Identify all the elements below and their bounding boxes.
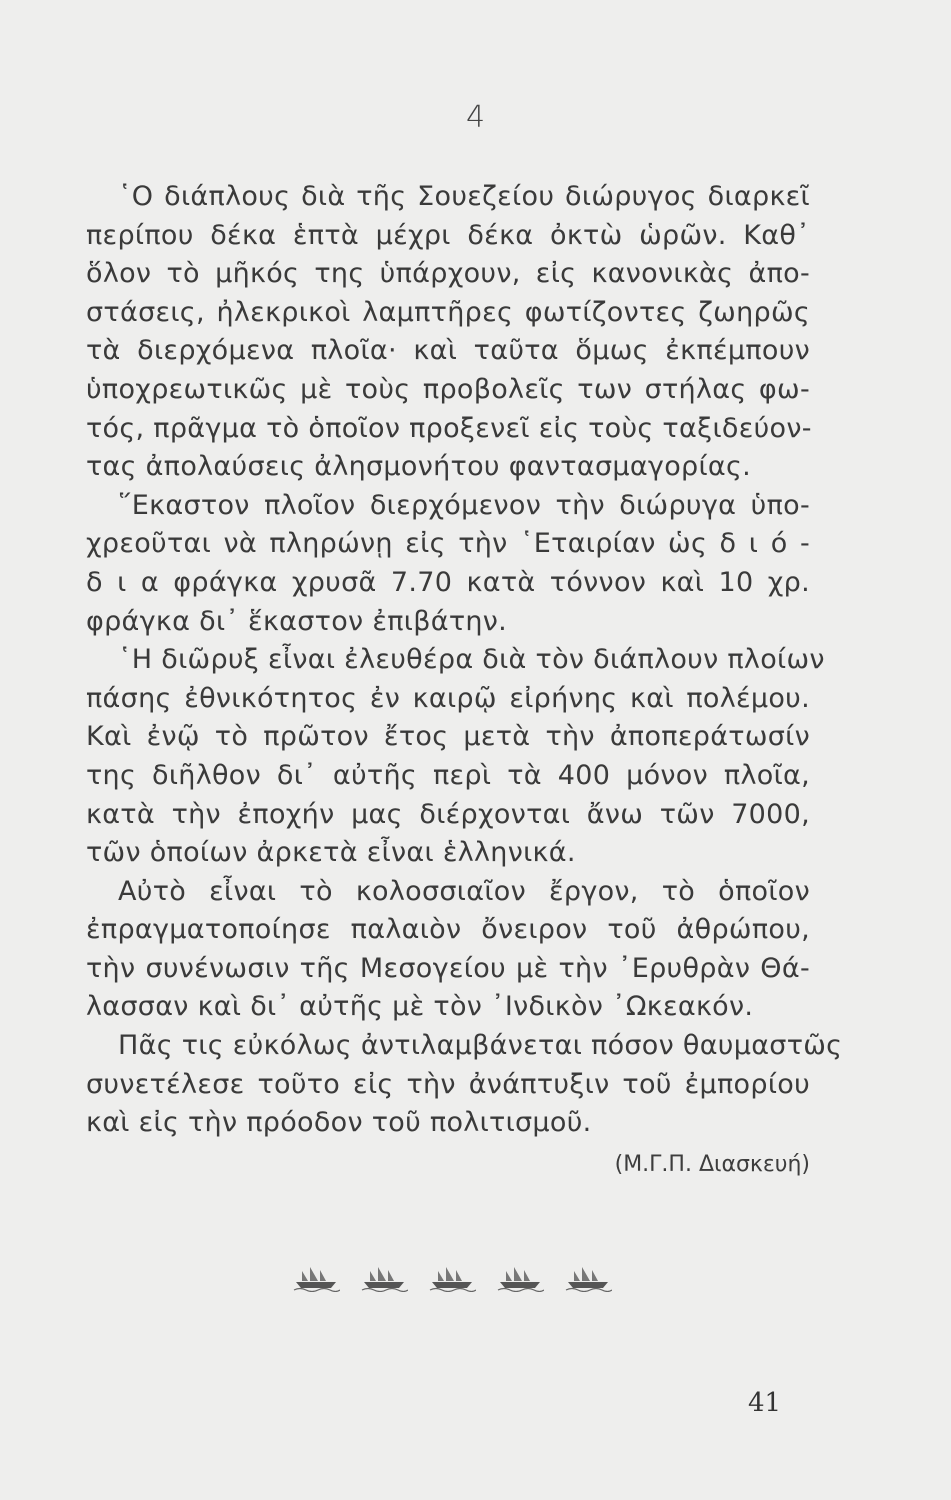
page-number-top: 4 [465,100,486,135]
text-line: ῾Ο διάπλους διὰ τῆς Σουεζείου διώρυγος διαρκεῖ [118,181,810,212]
text-line: Καὶ ἐνῷ τὸ πρῶτον ἔτος μετὰ τὴν ἀποπεράτωσίν [86,721,810,753]
text-line: λασσαν καὶ δι᾽ αὐτῆς μὲ τὸν ᾿Ινδικὸν ᾿Ωκεακόν. [86,991,754,1023]
text-line: πάσης ἐθνικότητος ἐν καιρῷ εἰρήνης καὶ πολέμου. [86,682,810,714]
text-line: τας ἀπολαύσεις ἀλησμονήτου φαντασμαγορίας. [86,451,752,483]
paragraph-3 [86,641,825,873]
text-line: καὶ εἰς τὴν πρόοδον τοῦ πολιτισμοῦ. [86,1107,592,1139]
text-line: κατὰ τὴν ἐποχήν μας διέρχονται ἄνω τῶν 7000, [86,798,810,830]
page-number-bottom: 41 [748,1388,782,1418]
text-line: τὰ διερχόμενα πλοῖα· καὶ ταῦτα ὅμως ἐκπέμπουν [86,335,810,367]
ship-ornament-row [292,1262,612,1292]
paragraph-2 [86,487,810,641]
ship-ornament-icon [496,1262,544,1292]
text-line: δ ι α φράγκα χρυσᾶ 7.70 κατὰ τόννον καὶ 10 χρ. [86,566,810,598]
ship-ornament-icon [564,1262,612,1292]
text-line: Αὐτὸ εἶναι τὸ κολοσσιαῖον ἔργον, τὸ ὁποῖον [118,875,810,907]
text-line: τὴν συνένωσιν τῆς Μεσογείου μὲ τὴν ᾿Ερυθρὰν Θά- [86,952,810,984]
text-line: φράγκα δι᾽ ἕκαστον ἐπιβάτην. [86,605,508,637]
text-line: τός, πρᾶγμα τὸ ὁποῖον προξενεῖ εἰς τοὺς ταξιδεύον- [86,412,812,444]
paragraph-4 [86,873,810,1027]
source-attribution: (Μ.Γ.Π. Διασκευή) [614,1152,810,1177]
text-line: συνετέλεσε τοῦτο εἰς τὴν ἀνάπτυξιν τοῦ ἐμπορίου [86,1068,810,1100]
paragraph-1 [86,178,810,487]
text-line: ὅλον τὸ μῆκός της ὑπάρχουν, εἰς κανονικὰς ἀπο- [86,258,810,290]
text-line: στάσεις, ἠλεκρικοὶ λαμπτῆρες φωτίζοντες ζωηρῶς [86,296,810,328]
ship-ornament-icon [428,1262,476,1292]
text-line: τῶν ὁποίων ἀρκετὰ εἶναι ἑλληνικά. [86,837,576,869]
main-text [86,178,843,1143]
text-line: της διῆλθον δι᾽ αὐτῆς περὶ τὰ 400 μόνον πλοῖα, [86,759,810,791]
ship-ornament-icon [360,1262,408,1292]
text-line: περίπου δέκα ἑπτὰ μέχρι δέκα ὀκτὼ ὡρῶν. Καθ᾽ [86,219,810,251]
paragraph-5 [86,1027,843,1143]
text-line: χρεοῦται νὰ πληρώνῃ εἰς τὴν ῾Εταιρίαν ὡς δ ι ό - [86,528,810,560]
text-line: ῞Εκαστον πλοῖον διερχόμενον τὴν διώρυγα ὑπο- [118,489,810,521]
text-line: Πᾶς τις εὐκόλως ἀντιλαμβάνεται πόσον θαυμαστῶς [118,1030,843,1062]
text-line: ὑποχρεωτικῶς μὲ τοὺς προβολεῖς των στήλας φω- [86,373,810,405]
text-line: ῾Η διῶρυξ εἶναι ἐλευθέρα διὰ τὸν διάπλουν πλοίων [118,644,825,676]
ship-ornament-icon [292,1262,340,1292]
text-line: ἐπραγματοποίησε παλαιὸν ὄνειρον τοῦ ἀθρώπου, [86,914,810,946]
